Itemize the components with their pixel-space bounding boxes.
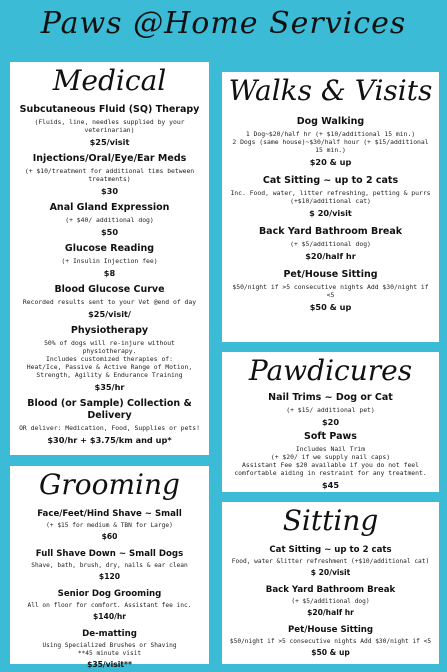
service-name: De-matting [82,629,137,639]
service-price: $120 [98,572,121,581]
service-price: $35/visit** [87,660,132,669]
grooming-service-list [10,508,209,670]
service-item [16,104,203,147]
service-item [16,398,203,445]
service-name: Soft Paws [304,431,357,442]
service-price: $50 & up [311,648,350,657]
service-name: Subcutaneous Fluid (SQ) Therapy [19,104,200,115]
service-description: (+ $15 for medium & TBN for Large) [46,522,173,529]
pawdicures-service-list [222,392,439,490]
service-description: 50% of dogs will re-injure without physiotherapy. Includes customized therapies of: Heat/Ice, Passive & Active Range of Motion, Strength, Agility & Endurance Training [26,339,193,379]
sitting-panel [222,502,439,664]
service-price: $ 20/visit [309,208,352,218]
service-price: $25/visit [89,137,130,147]
medical-heading: Medical [52,64,167,97]
service-price: $140/hr [92,612,127,621]
service-price: $20/half hr [307,608,354,617]
service-name: Nail Trims ~ Dog or Cat [268,392,393,403]
service-description: (Fluids, line, needles supplied by your veterinarian) [34,118,185,134]
service-name: Injections/Oral/Eye/Ear Meds [32,153,187,164]
service-description: OR deliver: Medication, Food, Supplies or pets! [19,424,200,432]
service-item [16,202,203,237]
service-item [16,548,203,582]
service-item [228,431,433,490]
grooming-heading: Grooming [39,468,180,501]
service-description: (+ Insulin Injection fee) [61,257,158,265]
service-description: $50/night if >5 consecutive nights Add $30/night if <5 [229,638,432,645]
service-item [228,269,433,312]
service-description: (+ $40/ additional dog) [65,216,154,224]
service-name: Blood Glucose Curve [54,284,165,295]
service-item [228,116,433,167]
walks-visits-panel [222,72,439,342]
service-item [16,588,203,622]
service-item [16,153,203,196]
grooming-panel [10,466,209,669]
service-name: Dog Walking [296,116,365,127]
service-description: (+ $15/ additional pet) [286,406,375,414]
service-description: Includes Nail Trim (+ $20/ if we supply nail caps) Assistant Fee $20 available if you do not feel comfortable aiding in restraint for any treatment. [234,445,427,477]
walks-visits-service-list [222,116,439,312]
service-description: (+ $5/additional dog) [291,598,370,605]
service-description: All on floor for comfort. Assistant fee inc. [27,602,192,609]
service-description: Inc. Food, water, litter refreshing, petting & purrs (+$10/additional cat) [230,189,431,205]
service-name: Physiotherapy [70,325,149,336]
service-name: Glucose Reading [64,243,155,254]
service-name: Pet/House Sitting [287,625,374,635]
service-name: Cat Sitting ~ up to 2 cats [262,175,399,186]
pawdicures-panel [222,352,439,492]
service-price: $25/visit/ [88,309,131,319]
service-item [228,584,433,618]
service-description: Shave, bath, brush, dry, nails & ear clean [31,562,188,569]
service-price: $50 [100,227,119,237]
service-item [16,508,203,542]
service-name: Blood (or Sample) Collection & Delivery [27,398,192,421]
service-name: Cat Sitting ~ up to 2 cats [269,545,392,555]
service-price: $30 [100,186,119,196]
service-description: Recorded results sent to your Vet @end of day [22,298,197,306]
service-price: $60 [101,532,118,541]
medical-service-list [10,104,209,445]
service-name: Full Shave Down ~ Small Dogs [35,549,184,559]
service-price: $20/half hr [305,251,356,261]
service-description: 1 Dog~$20/half hr (+ $10/additional 15 min.) 2 Dogs (same house)~$30/half hour (+ $15/additional 15 min.) [232,130,429,154]
service-description: Food, water &litter refreshment (+$10/additional cat) [231,558,430,565]
service-price: $20 & up [309,157,352,167]
service-price: $8 [103,268,116,278]
service-description: (+ $5/additional dog) [290,240,371,248]
page-title: Paws @Home Services [40,6,407,41]
service-description: Using Specialized Brushes or Shaving **45 minute visit [42,642,177,657]
service-item [228,624,433,658]
service-item [16,243,203,278]
service-name: Anal Gland Expression [49,202,170,213]
sitting-heading: Sitting [282,504,379,537]
service-price: $30/hr + $3.75/km and up* [47,435,172,445]
service-item [16,284,203,319]
service-item [228,226,433,261]
service-price: $45 [321,480,340,490]
walks-visits-heading: Walks & Visits [228,74,433,107]
service-description: (+ $10/treatment for additional tims between treatments) [24,167,195,183]
service-item [228,175,433,218]
service-price: $35/hr [94,382,125,392]
medical-panel [10,62,209,455]
service-name: Face/Feet/Hind Shave ~ Small [37,509,182,519]
service-name: Pet/House Sitting [283,269,378,280]
service-item [16,628,203,670]
pawdicures-heading: Pawdicures [248,354,413,387]
service-item [228,544,433,578]
service-name: Senior Dog Grooming [57,589,162,599]
service-item [228,392,433,427]
service-price: $ 20/visit [310,568,351,577]
service-name: Back Yard Bathroom Break [265,585,396,595]
service-name: Back Yard Bathroom Break [258,226,403,237]
service-price: $20 [321,417,340,427]
service-description: $50/night if >5 consecutive nights Add $30/night if <5 [232,283,429,299]
sitting-service-list [222,544,439,658]
service-item [16,325,203,392]
service-price: $50 & up [309,302,352,312]
